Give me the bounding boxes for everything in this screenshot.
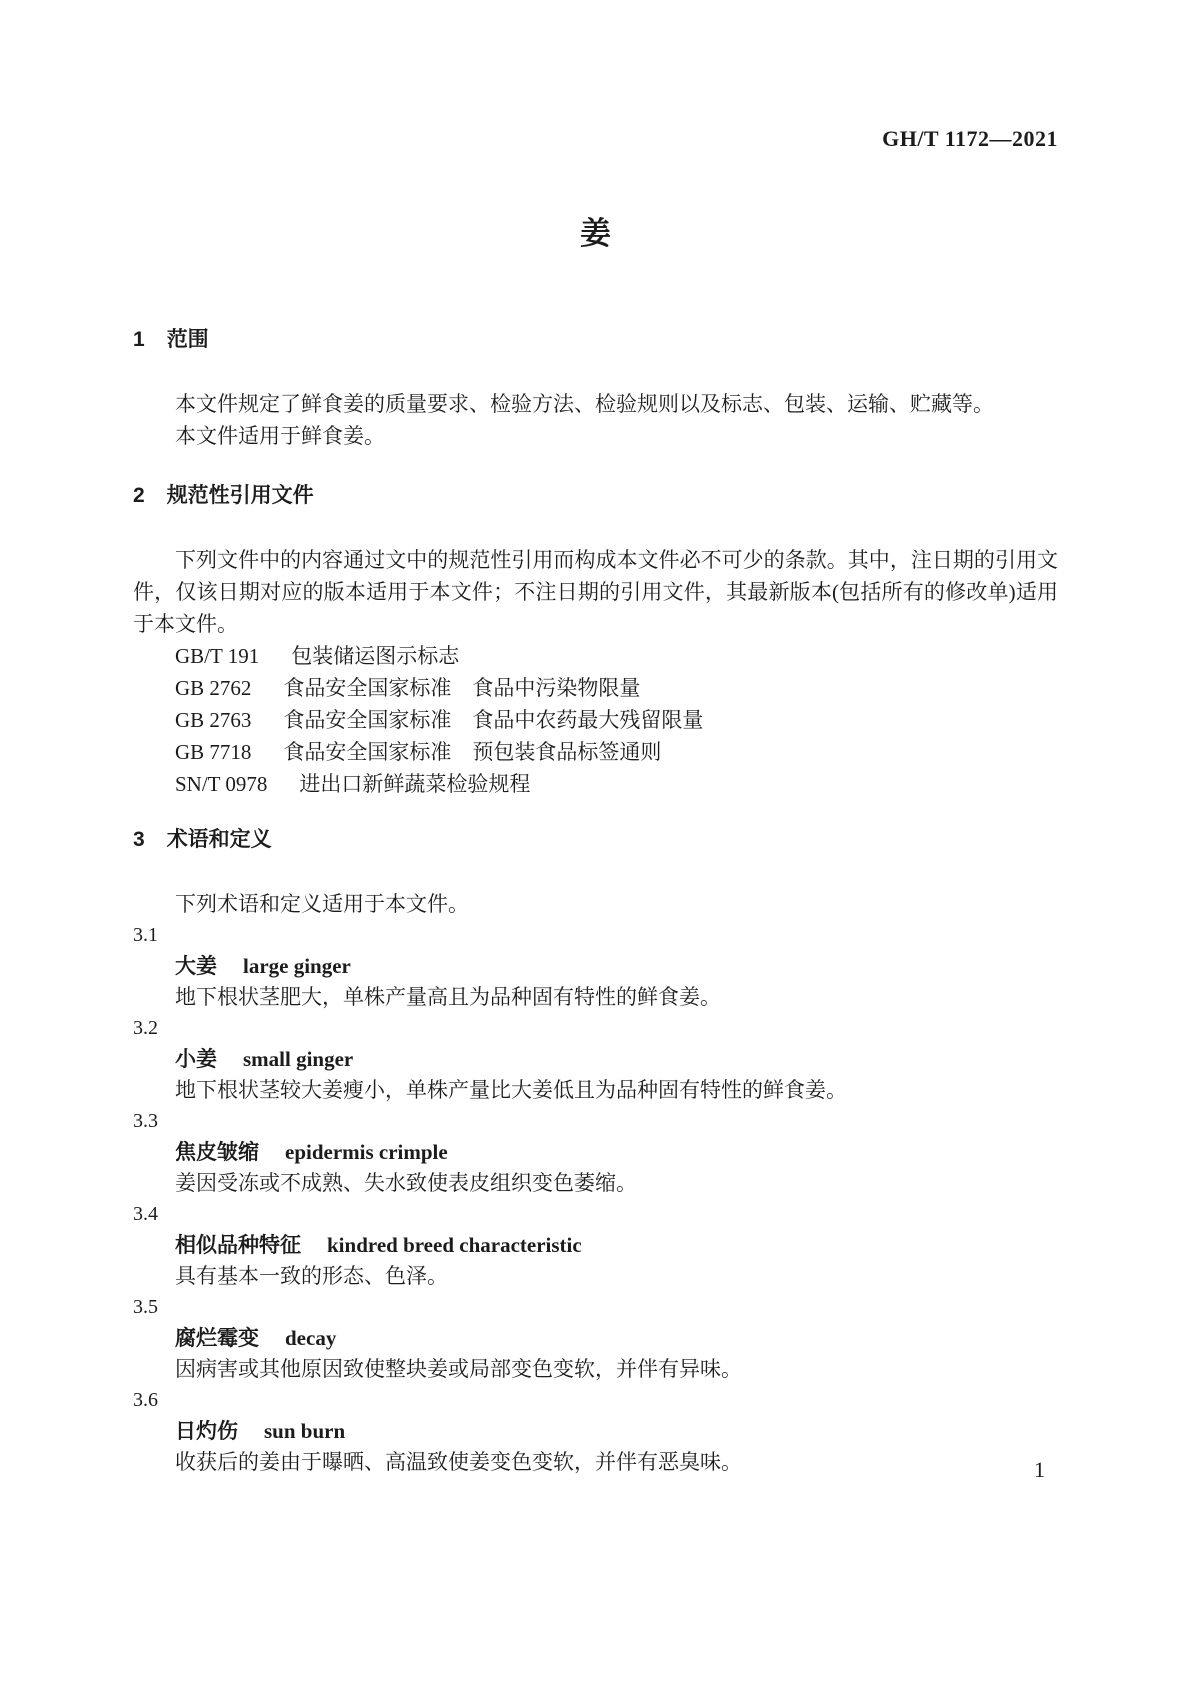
reference-item <box>133 640 1058 672</box>
term-name-chinese: 相似品种特征 <box>175 1234 301 1257</box>
reference-item <box>133 704 1058 736</box>
term-name <box>133 1416 1058 1447</box>
term-name-chinese: 小姜 <box>175 1048 217 1071</box>
section-references-heading <box>133 480 1058 512</box>
term-definition: 地下根状茎较大姜瘦小，单株产量比大姜低且为品种固有特性的鲜食姜。 <box>175 1078 847 1102</box>
scope-paragraph-1: 本文件规定了鲜食姜的质量要求、检验方法、检验规则以及标志、包装、运输、贮藏等。 <box>175 392 994 416</box>
reference-title: 食品安全国家标准 预包装食品标签通则 <box>283 740 662 764</box>
term-name-chinese: 焦皮皱缩 <box>175 1141 259 1164</box>
reference-title: 食品安全国家标准 食品中污染物限量 <box>283 676 641 700</box>
section-scope-title: 范围 <box>166 328 209 351</box>
page-number: 1 <box>1034 1457 1045 1482</box>
section-terms-heading <box>133 824 1058 856</box>
terms-list <box>133 920 1058 1478</box>
reference-title: 进出口新鲜蔬菜检验规程 <box>299 772 531 796</box>
document-title: 姜 <box>580 216 611 251</box>
term-name-chinese: 日灼伤 <box>175 1420 238 1443</box>
reference-code: GB 2762 <box>175 676 252 700</box>
section-terms-number: 3 <box>133 828 145 851</box>
term-number: 3.1 <box>133 924 158 946</box>
terms-intro: 下列术语和定义适用于本文件。 <box>175 892 469 916</box>
term-entry <box>133 1199 1058 1292</box>
reference-code: SN/T 0978 <box>175 772 268 796</box>
term-name-english: small ginger <box>243 1047 354 1071</box>
term-name-english: large ginger <box>243 954 351 978</box>
term-name <box>133 1044 1058 1075</box>
references-list <box>133 640 1058 800</box>
term-definition: 姜因受冻或不成熟、失水致使表皮组织变色萎缩。 <box>175 1171 637 1195</box>
reference-code: GB/T 191 <box>175 644 260 668</box>
reference-code: GB 7718 <box>175 740 252 764</box>
term-entry <box>133 920 1058 1013</box>
term-entry <box>133 1106 1058 1199</box>
section-scope-heading <box>133 324 1058 356</box>
term-number: 3.4 <box>133 1203 158 1225</box>
term-definition: 收获后的姜由于曝晒、高温致使姜变色变软，并伴有恶臭味。 <box>175 1450 742 1474</box>
term-entry <box>133 1292 1058 1385</box>
reference-item <box>133 768 1058 800</box>
term-number: 3.3 <box>133 1110 158 1132</box>
term-name <box>133 951 1058 982</box>
section-references-number: 2 <box>133 484 145 507</box>
term-name-english: decay <box>285 1326 337 1350</box>
term-name-chinese: 大姜 <box>175 955 217 978</box>
term-number: 3.2 <box>133 1017 158 1039</box>
term-entry <box>133 1013 1058 1106</box>
scope-paragraph-2: 本文件适用于鲜食姜。 <box>175 424 385 448</box>
term-name-chinese: 腐烂霉变 <box>175 1327 259 1350</box>
term-name-english: epidermis crimple <box>285 1140 448 1164</box>
term-definition: 具有基本一致的形态、色泽。 <box>175 1264 448 1288</box>
section-scope-number: 1 <box>133 328 145 351</box>
references-intro: 下列文件中的内容通过文中的规范性引用而构成本文件必不可少的条款。其中，注日期的引用文件，仅该日期对应的版本适用于本文件；不注日期的引用文件，其最新版本(包括所有的修改单)适用于本文件。 <box>133 548 1058 636</box>
term-name <box>133 1137 1058 1168</box>
term-name <box>133 1230 1058 1261</box>
term-name-english: kindred breed characteristic <box>327 1233 582 1257</box>
term-name-english: sun burn <box>264 1419 346 1443</box>
term-number: 3.6 <box>133 1389 158 1411</box>
reference-title: 包装储运图示标志 <box>291 644 460 668</box>
standard-code: GH/T 1172—2021 <box>882 126 1058 151</box>
reference-item <box>133 672 1058 704</box>
term-definition: 地下根状茎肥大，单株产量高且为品种固有特性的鲜食姜。 <box>175 985 721 1009</box>
reference-title: 食品安全国家标准 食品中农药最大残留限量 <box>283 708 704 732</box>
reference-code: GB 2763 <box>175 708 252 732</box>
term-number: 3.5 <box>133 1296 158 1318</box>
section-references-title: 规范性引用文件 <box>166 484 314 507</box>
term-definition: 因病害或其他原因致使整块姜或局部变色变软，并伴有异味。 <box>175 1357 742 1381</box>
section-terms-title: 术语和定义 <box>166 828 272 851</box>
term-name <box>133 1323 1058 1354</box>
term-entry <box>133 1385 1058 1478</box>
reference-item <box>133 736 1058 768</box>
